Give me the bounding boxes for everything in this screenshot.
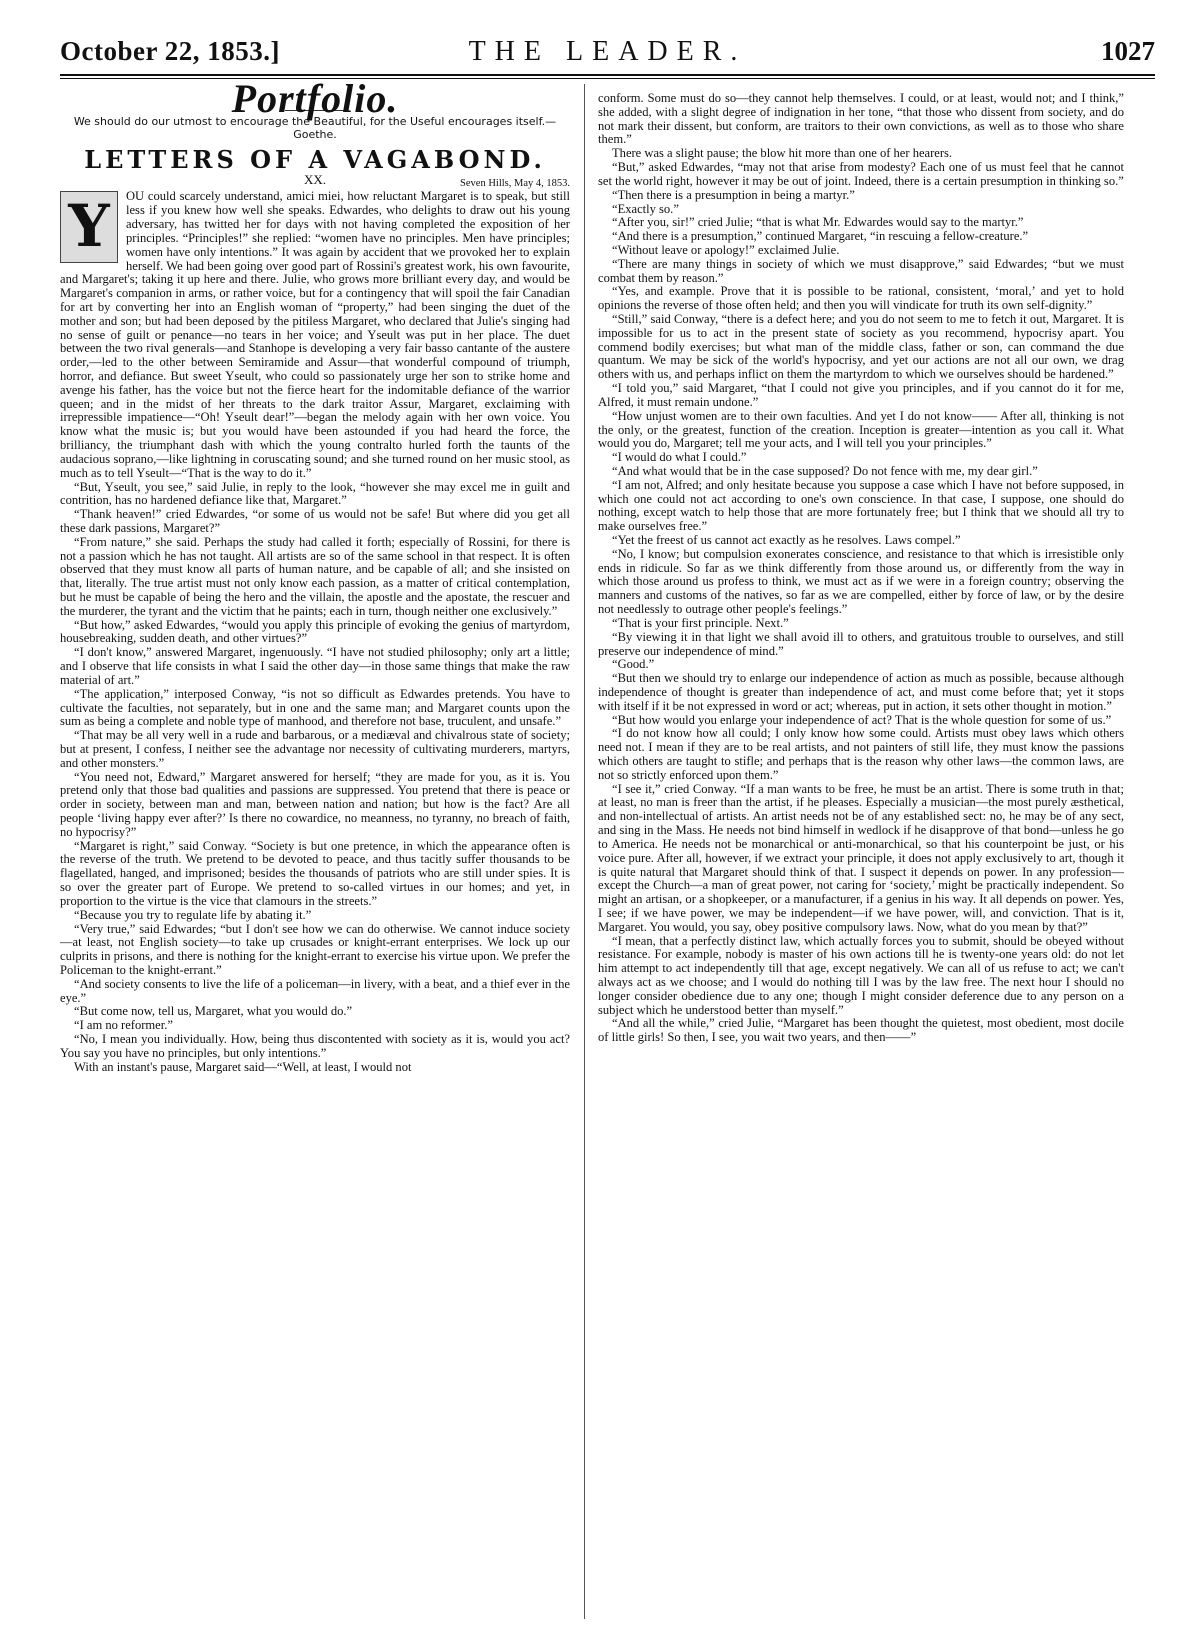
article-body-left xyxy=(60,190,570,1074)
paragraph: “Without leave or apology!” exclaimed Julie. xyxy=(612,242,840,257)
paragraph: “But how,” asked Edwardes, “would you apply this principle of evoking the genius of martyrdom, housebreaking, sudden death, and other virtues?” xyxy=(60,617,570,646)
header-rule-thin xyxy=(60,78,1155,79)
column-divider xyxy=(584,84,585,1619)
paragraph: “I would do what I could.” xyxy=(612,450,747,465)
paragraph: “The application,” interposed Conway, “is not so difficult as Edwardes pretends. You have to cultivate the faculties, not separately, but in one and the same man; and Margaret counts upon the sum as being a complete and noble type of manhood, and therefore not base, truculent, and unsafe.” xyxy=(60,686,570,729)
paragraph: “No, I know; but compulsion exonerates conscience, and resistance to that which is irresistible only ends in ridicule. So far as we think differently from those around us, or differently from the way in which those around us profess to think, we must act as if we were in a foreign country; observing the manners and customs of the natives, so far as we are compelled, either by force of law, or by the desire not needlessly to outrage other people's feelings.” xyxy=(598,546,1124,617)
paragraph: “From nature,” she said. Perhaps the study had called it forth; especially of Rossini, for there is not a passion which he has not taught. All artists are so of the same school in that respect. It is often observed that they must know all parts of human nature, and be capable of all; and she insisted on that, literally. The true artist must not only know each passion, as a matter of critical contemplation, but he must be capable of being the hero and the villain, the apostle and the apostate, the rescuer and the murderer, the tyrant and the victim that he paints; each in turn, though neither one exclusively.” xyxy=(60,534,570,618)
paragraph: “But, Yseult, you see,” said Julie, in reply to the look, “however she may excel me in guilt and contrition, has no hardened defiance like that, Margaret.” xyxy=(60,479,570,508)
drop-cap: Y xyxy=(60,191,118,263)
paragraph: “That is your first principle. Next.” xyxy=(612,615,789,630)
paragraph: “No, I mean you individually. How, being thus discontented with society as it is, would you act? You say you have no principles, but only intentions.” xyxy=(60,1032,570,1060)
paragraph: “Still,” said Conway, “there is a defect here; and you do not seem to me to fetch it out, Margaret. It is impossible for us to act in the present state of society as you recommend, hypocrisy apart. You commend bodily exercises; but what man of the middle class, father or son, can command the due quantum. We may be sick of the world's hypocrisy, and yet our actions are not all our own, we drag others with us, and perhaps inflict on them the martyrdom to which we ourselves should be hardened.” xyxy=(598,312,1124,382)
paragraph: “I am no reformer.” xyxy=(74,1018,173,1033)
left-column xyxy=(60,76,570,1074)
paragraph: OU could scarcely understand, amici miei, how reluctant Margaret is to speak, but still less if you knew how well she speaks. Edwardes, who delights to draw out his young adversary, has twitted her for days with not having completed the exposition of her principles. “Principles!” she replied: “women have no principles. Men have principles; women have only intentions.” It was again by accident that we provoked her to explain herself. We had been going over good part of Rossini's greatest work, his own favourite, and Margaret's; taking it up here and there. Julie, who grows more brilliant every day, and would be Margaret's companion in arms, or rather voice, but for a contingency that will spoil the fair Canadian for art by converting her into an English woman of “property,” had been singing the duet of the mother and son; but had been deposed by the pitiless Margaret, who declared that Julie's singing had no sense of guilt or penance—no tears in her voice; and Yseult was put in her place. The duet between the two rival generals—and Stanhope is developing a very fair basso cantante of the austere order,—led to the other between Semiramide and Assur—that wonderful compound of triumph, horror, and defiance. But sweet Yseult, who could so passionately urge her son to strike home and avenge his father, has the voice but not the fierce heart for the indomitable defiance of the warrior queen; and in the midst of her threats to the dark traitor Assur, Margaret, exclaiming with irrepressible impatience—“Oh! Yseult dear!”—began the melody again with her own voice. You know what the music is; but you would have been astounded if you had heard the force, the brilliancy, the triumphant dash with which the young contralto hurled forth the taunts of the audacious soprano,—like lightning in coruscating sound; and she turned round on her music stool, as much as to tell Yseult—“That is the way to do it.” xyxy=(60,189,570,480)
paragraph: “But how would you enlarge your independence of act? That is the whole question for some of us.” xyxy=(612,712,1112,727)
paragraph: “Then there is a presumption in being a martyr.” xyxy=(612,187,855,202)
paragraph: “I don't know,” answered Margaret, ingenuously. “I have not studied philosophy; only art a little; and I observe that life consists in what I said the other day—in those same things that make the raw material of art.” xyxy=(60,645,570,687)
paragraph: “Yet the freest of us cannot act exactly as he resolves. Laws compel.” xyxy=(612,533,961,547)
article-title: LETTERS OF A VAGABOND. xyxy=(84,144,546,174)
paragraph: “Exactly so.” xyxy=(612,201,679,216)
paragraph: “And society consents to live the life of a policeman—in livery, with a beat, and a thief ever in the eye.” xyxy=(60,976,570,1005)
paragraph: With an instant's pause, Margaret said—“Well, at least, I would not xyxy=(74,1059,412,1074)
paragraph: “I am not, Alfred; and only hesitate because you suppose a case which I have not before supposed, in which one could not act according to one's own conscience. In that case, I suppose, one should do nothing, except watch to help those that are more fortunately free; but I think that we should all try to make ourselves free.” xyxy=(598,477,1124,534)
paragraph: “Very true,” said Edwardes; “but I don't see how we can do otherwise. We cannot induce society—at least, not English society—to take up crusades or knight-errant enterprises. We lock up our culprits in prisons, and there is nothing for the knight-errant to exercise his virtue upon. We prefer the Policeman to the knight-errant.” xyxy=(60,921,570,977)
right-column xyxy=(598,92,1124,1045)
paragraph: “You need not, Edward,” Margaret answered for herself; “they are made for you, as it is. You pretend only that those bad qualities and passions are suppressed. You pretend that there is peace or order in society, between man and man, between nation and nation; but how is the fact? Are all people ‘living happy ever after?’ Is there no cowardice, no meanness, no tyranny, no breach of faith, no hypocrisy?” xyxy=(60,769,570,839)
letter-number-row xyxy=(60,173,570,187)
paragraph: “That may be all very well in a rude and barbarous, or a mediæval and chivalrous state of society; but at present, I confess, I neither see the advantage nor necessity of cultivating murderers, martyrs, and other monsters.” xyxy=(60,728,570,770)
paragraph: “And all the while,” cried Julie, “Margaret has been thought the quietest, most obedient, most docile of little girls! So then, I see, you wait two years, and then——” xyxy=(598,1016,1124,1045)
paragraph: “I mean, that a perfectly distinct law, which actually forces you to submit, should be obeyed without resistance. For example, nobody is master of his own actions till he is twenty-one years old: do not let him attempt to act independently till that age, except negatively. We can all of us refuse to act; we can't always act as we choose; and I would do nothing till I was by the law free. The next hour I should no longer consider obedience due to any one; though I might consider deference due to any person on a subject which he understood better than myself.” xyxy=(598,933,1124,1017)
paragraph: “But then we should try to enlarge our independence of action as much as possible, because although independence of thought is greater than independence of act, and must come before that; yet it stops with itself if it be not expressed in word or act; whereas, put in action, it sets other thought in motion.” xyxy=(598,671,1124,713)
paragraph: “But,” asked Edwardes, “may not that arise from modesty? Each one of us must feel that he cannot set the world right, however it may be out of joint. Indeed, there is a certain presumption in thinking so.” xyxy=(598,160,1124,188)
paragraph: “I do not know how all could; I only know how some could. Artists must obey laws which others need not. I mean if they are to be real artists, and not painters of still life, they must know the passions which others are taught to stifle; and perhaps that is the reason why other laws—the common laws, are not so strictly enforced upon them.” xyxy=(598,726,1124,782)
paragraph: “I told you,” said Margaret, “that I could not give you principles, and if you cannot do it for me, Alfred, it must remain undone.” xyxy=(598,381,1124,409)
paragraph: “Because you try to regulate life by abating it.” xyxy=(74,907,312,922)
page-number: 1027 xyxy=(1101,36,1155,66)
paragraph: “By viewing it in that light we shall avoid ill to others, and gratuitous trouble to ourselves, and still preserve our independence of mind.” xyxy=(598,629,1124,658)
masthead xyxy=(60,36,1155,72)
paragraph: “There are many things in society of which we must disapprove,” said Edwardes; “but we must combat them by reason.” xyxy=(598,256,1124,285)
section-title: Portfolio. xyxy=(231,76,399,121)
letter-number: XX. xyxy=(303,171,327,187)
paragraph: “Thank heaven!” cried Edwardes, “or some of us would not be safe! But where did you get all these dark passions, Margaret?” xyxy=(60,507,570,535)
paragraph: “How unjust women are to their own faculties. And yet I do not know—— After all, thinking is not the only, or the greatest, function of the creation. Inception is greater—intention as you call it. What would you do, Margaret; tell me your acts, and I will tell you your principles.” xyxy=(598,408,1124,451)
paragraph: “Margaret is right,” said Conway. “Society is but one pretence, in which the appearance often is the reverse of the truth. We pretend to be devoted to peace, and thus tacitly suffer thousands to be flagellated, hanged, and imprisoned; besides the thousands of patriots who are still under spies. It is so over the greater part of Europe. We pretend to so-called virtues in our homes; and yet, in proportion to the virtue is the vice that clamours in the streets.” xyxy=(60,838,570,908)
paragraph: “Good.” xyxy=(612,657,655,672)
paragraph: “I see it,” cried Conway. “If a man wants to be free, he must be an artist. There is some truth in that; at least, no man is freer than the artist, if he pleases. Especially a musician—the most purely æsthetical, and non-intellectual of artists. An artist needs not be of any established sect: no, he may be of any sect, and sing in the Mass. He needs not bind himself in wedlock if he disapprove of that bond—unless he go to America. He needs not be monarchical or anti-monarchical, so that his counterpoint be just, or his voice pure. After all, however, if we extract your principle, it does not apply exclusively to art, though it is quite natural that Margaret should think of that. I suspect it depends on power. In any profession—except the Church—a man of great power, not caring for ‘society,’ might be practically independent. So might an artisan, or a shopkeeper, or a manufacturer, if a genius in his way. It all depends on power. Yes, I see; if we have power, we may be independent—if we have power, will, and conviction. That is it, Margaret. You would, you say, obey positive compulsory laws. Now, what do you mean by that?” xyxy=(598,781,1124,934)
dateline: Seven Hills, May 4, 1853. xyxy=(460,177,570,189)
paragraph: “And what would that be in the case supposed? Do not fence with me, my dear girl.” xyxy=(612,463,1038,478)
paragraph: “After you, sir!” cried Julie; “that is what Mr. Edwardes would say to the martyr.” xyxy=(612,215,1024,230)
header-rule xyxy=(60,74,1155,76)
paragraph: “But come now, tell us, Margaret, what you would do.” xyxy=(74,1004,353,1019)
paragraph: conform. Some must do so—they cannot help themselves. I could, or at least, would not; and I think,” she added, with a slight degree of indignation in her tone, “that those who dissent from society, and do not mark their dissent, but conform, are traitors to their own convictions, as well as to those who share them.” xyxy=(598,91,1124,147)
epigraph: We should do our utmost to encourage the Beautiful, for the Useful encourages itself.—Goethe. xyxy=(73,114,557,141)
paragraph: “Yes, and example. Prove that it is possible to be rational, consistent, ‘moral,’ and yet to hold opinions the reverse of those often held; and then you will vindicate for truth its own self-dignity.” xyxy=(598,284,1124,313)
paragraph: There was a slight pause; the blow hit more than one of her hearers. xyxy=(612,146,953,161)
paragraph: “And there is a presumption,” continued Margaret, “in rescuing a fellow-creature.” xyxy=(612,229,1029,244)
newspaper-title: THE LEADER. xyxy=(468,36,747,67)
issue-date: October 22, 1853.] xyxy=(60,36,280,66)
